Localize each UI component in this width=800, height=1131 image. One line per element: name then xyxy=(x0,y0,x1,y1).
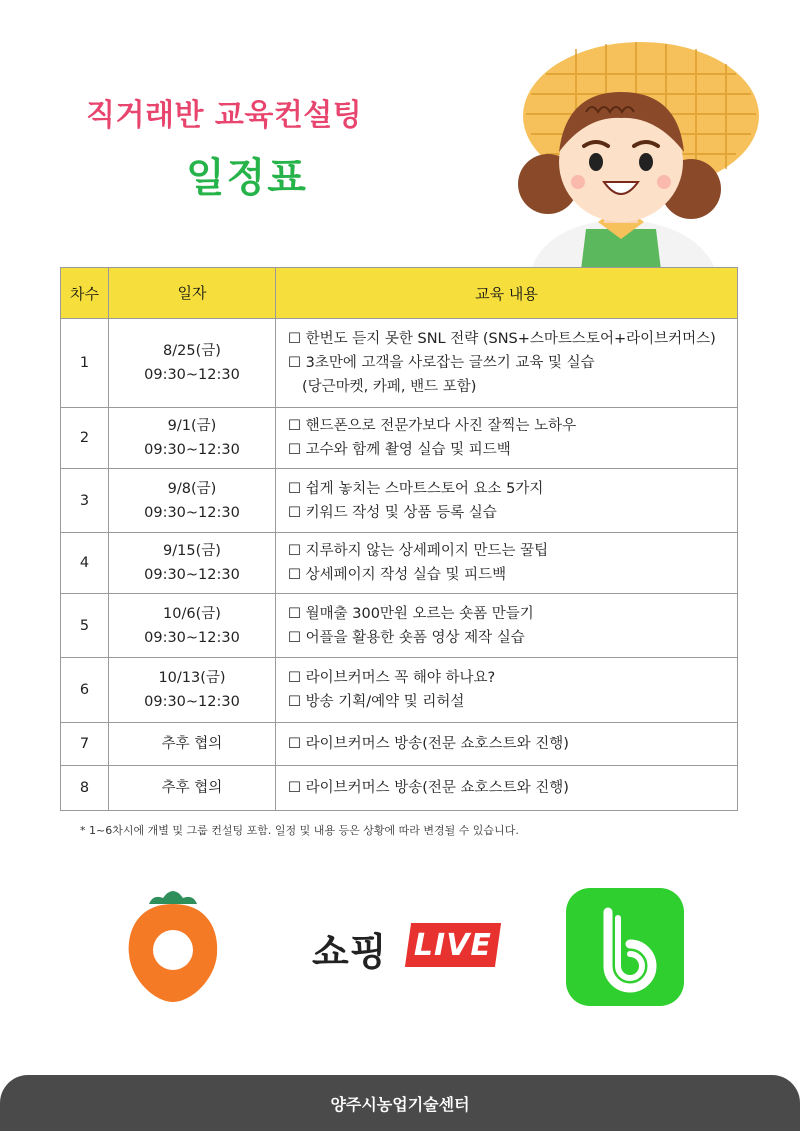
row-content-item: ☐ 라이브커머스 방송(전문 쇼호스트와 진행) xyxy=(288,736,569,752)
row-date-day: 9/1(금) xyxy=(167,418,217,434)
table-row xyxy=(61,766,738,811)
farmer-character-illustration xyxy=(486,34,761,270)
shopping-live-prefix: 쇼핑 xyxy=(312,930,388,974)
row-date-time: 09:30~12:30 xyxy=(144,567,240,583)
row-date xyxy=(109,469,276,533)
row-content-item: ☐ 핸드폰으로 전문가보다 사진 잘찍는 노하우 xyxy=(288,418,577,434)
table-row xyxy=(61,533,738,594)
table-row xyxy=(61,594,738,658)
row-content xyxy=(276,319,738,408)
row-content-item: ☐ 상세페이지 작성 실습 및 피드백 xyxy=(288,567,507,583)
title-line1: 직거래반 교육컨설팅 xyxy=(86,98,363,133)
row-date xyxy=(109,533,276,594)
row-date: 추후 협의 xyxy=(109,723,276,766)
row-no: 3 xyxy=(61,469,109,533)
row-content-item: ☐ 지루하지 않는 상세페이지 만드는 꿀팁 xyxy=(288,543,549,559)
live-badge xyxy=(405,923,501,967)
carrot-market-logo xyxy=(127,884,219,1002)
row-content-item: ☐ 한번도 듣지 못한 SNL 전략 (SNS+스마트스토어+라이브커머스) xyxy=(288,331,716,347)
schedule-table xyxy=(60,267,738,811)
row-date: 추후 협의 xyxy=(109,766,276,811)
row-date-day: 9/8(금) xyxy=(167,480,217,497)
row-date-day: 9/15(금) xyxy=(163,543,221,559)
row-date xyxy=(109,594,276,658)
row-content xyxy=(276,594,738,658)
row-content xyxy=(276,723,738,766)
row-content-subnote: (당근마켓, 카페, 밴드 포함) xyxy=(302,379,477,395)
row-date-day: 8/25(금) xyxy=(163,343,221,359)
table-row xyxy=(61,723,738,766)
row-date-time: 09:30~12:30 xyxy=(144,694,240,710)
row-date-time: 09:30~12:30 xyxy=(144,367,240,383)
row-content xyxy=(276,658,738,723)
row-no: 2 xyxy=(61,408,109,469)
row-no: 5 xyxy=(61,594,109,658)
row-date-time: 09:30~12:30 xyxy=(144,442,240,458)
row-content-item: ☐ 3초만에 고객을 사로잡는 글쓰기 교육 및 실습 xyxy=(288,355,595,371)
row-content-item: ☐ 키워드 작성 및 상품 등록 실습 xyxy=(288,504,497,521)
table-row xyxy=(61,469,738,533)
footnote: * 1~6차시에 개별 및 그룹 컨설팅 포함. 일정 및 내용 등은 상황에 따라 변경될 수 있습니다. xyxy=(80,824,519,837)
header-content: 교육 내용 xyxy=(276,268,738,319)
row-date-day: 10/13(금) xyxy=(158,670,226,686)
row-content-item: ☐ 월매출 300만원 오르는 숏폼 만들기 xyxy=(288,605,534,622)
row-no: 1 xyxy=(61,319,109,408)
row-no: 8 xyxy=(61,766,109,811)
row-date-time: 09:30~12:30 xyxy=(144,629,240,646)
row-content-item: ☐ 쉽게 놓치는 스마트스토어 요소 5가지 xyxy=(288,480,544,497)
table-row xyxy=(61,408,738,469)
row-content xyxy=(276,408,738,469)
row-content-item: ☐ 라이브커머스 방송(전문 쇼호스트와 진행) xyxy=(288,780,569,796)
footer-bar xyxy=(0,1075,800,1131)
row-content xyxy=(276,533,738,594)
row-date-day: 10/6(금) xyxy=(163,605,221,622)
row-no: 6 xyxy=(61,658,109,723)
row-date-time: 09:30~12:30 xyxy=(144,504,240,521)
header-no: 차수 xyxy=(61,268,109,319)
table-row xyxy=(61,658,738,723)
table-row xyxy=(61,319,738,408)
footer-org-name: 양주시농업기술센터 xyxy=(330,1094,470,1114)
live-badge-text: LIVE xyxy=(414,927,492,963)
row-date xyxy=(109,319,276,408)
row-date xyxy=(109,658,276,723)
row-content-item: ☐ 방송 기획/예약 및 리허설 xyxy=(288,694,465,710)
row-content-item: ☐ 고수와 함께 촬영 실습 및 피드백 xyxy=(288,442,511,458)
table-header-row xyxy=(61,268,738,319)
title-line2: 일정표 xyxy=(186,155,308,201)
band-logo xyxy=(566,888,684,1006)
row-no: 4 xyxy=(61,533,109,594)
row-no: 7 xyxy=(61,723,109,766)
row-date xyxy=(109,408,276,469)
row-content-item: ☐ 어플을 활용한 숏폼 영상 제작 실습 xyxy=(288,629,525,646)
shopping-live-logo xyxy=(312,915,502,979)
header-date: 일자 xyxy=(109,268,276,319)
row-content xyxy=(276,469,738,533)
row-content xyxy=(276,766,738,811)
row-content-item: ☐ 라이브커머스 꼭 해야 하나요? xyxy=(288,670,496,686)
